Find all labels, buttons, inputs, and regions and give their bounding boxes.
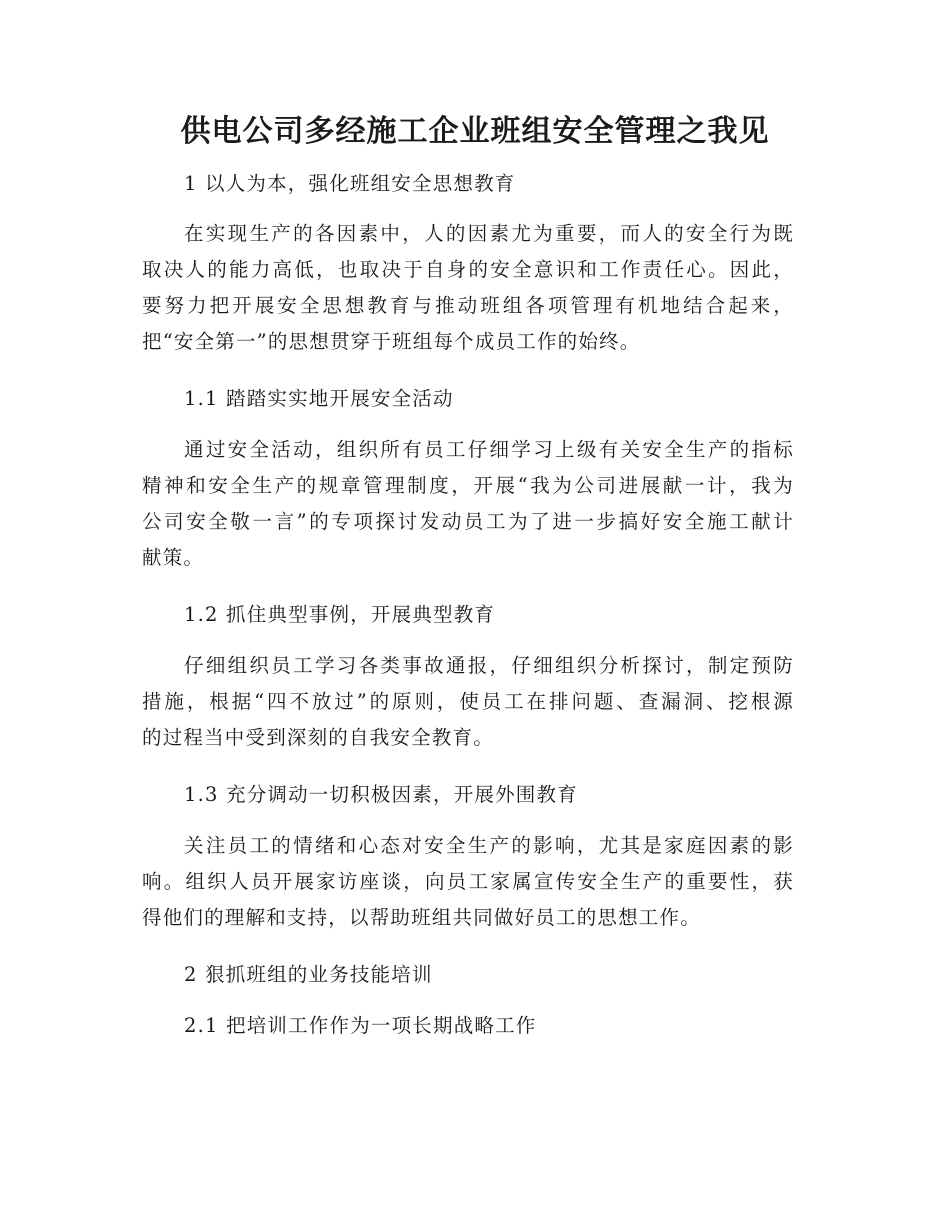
section-heading-1-3: 1.3 充分调动一切积极因素，开展外围教育	[184, 783, 578, 806]
section-heading-2-1: 2.1 把培训工作作为一项长期战略工作	[184, 1014, 537, 1037]
paragraph-line: 精神和安全生产的规章管理制度，开展“我为公司进展献一计，我为	[142, 474, 794, 497]
paragraph-3	[142, 648, 794, 756]
paragraph-line: 仔细组织员工学习各类事故通报，仔细组织分析探讨，制定预防	[184, 654, 794, 677]
section-heading-2: 2 狠抓班组的业务技能培训	[184, 963, 433, 986]
paragraph-1	[142, 216, 794, 360]
paragraph-2	[142, 432, 794, 576]
paragraph-line: 献策。	[142, 546, 205, 569]
paragraph-line: 通过安全活动，组织所有员工仔细学习上级有关安全生产的指标	[184, 438, 794, 461]
paragraph-line: 公司安全敬一言”的专项探讨发动员工为了进一步搞好安全施工献计	[142, 510, 794, 533]
paragraph-line: 得他们的理解和支持，以帮助班组共同做好员工的思想工作。	[142, 906, 701, 929]
paragraph-line: 响。组织人员开展家访座谈，向员工家属宣传安全生产的重要性，获	[142, 870, 794, 893]
section-heading-1-1: 1.1 踏踏实实地开展安全活动	[184, 387, 454, 410]
paragraph-line: 取决人的能力高低，也取决于自身的安全意识和工作责任心。因此，	[142, 258, 794, 281]
section-heading-1: 1 以人为本，强化班组安全思想教育	[184, 172, 516, 195]
paragraph-line: 关注员工的情绪和心态对安全生产的影响，尤其是家庭因素的影	[184, 834, 794, 857]
paragraph-line: 要努力把开展安全思想教育与推动班组各项管理有机地结合起来，	[142, 294, 794, 317]
paragraph-4	[142, 828, 794, 936]
document-title: 供电公司多经施工企业班组安全管理之我见	[180, 114, 770, 149]
paragraph-line: 的过程当中受到深刻的自我安全教育。	[142, 726, 494, 749]
paragraph-line: 把“安全第一”的思想贯穿于班组每个成员工作的始终。	[142, 330, 641, 353]
paragraph-line: 措施，根据“四不放过”的原则，使员工在排问题、查漏洞、挖根源	[142, 690, 794, 713]
paragraph-line: 在实现生产的各因素中，人的因素尤为重要，而人的安全行为既	[184, 222, 794, 245]
section-heading-1-2: 1.2 抓住典型事例，开展典型教育	[184, 603, 496, 626]
